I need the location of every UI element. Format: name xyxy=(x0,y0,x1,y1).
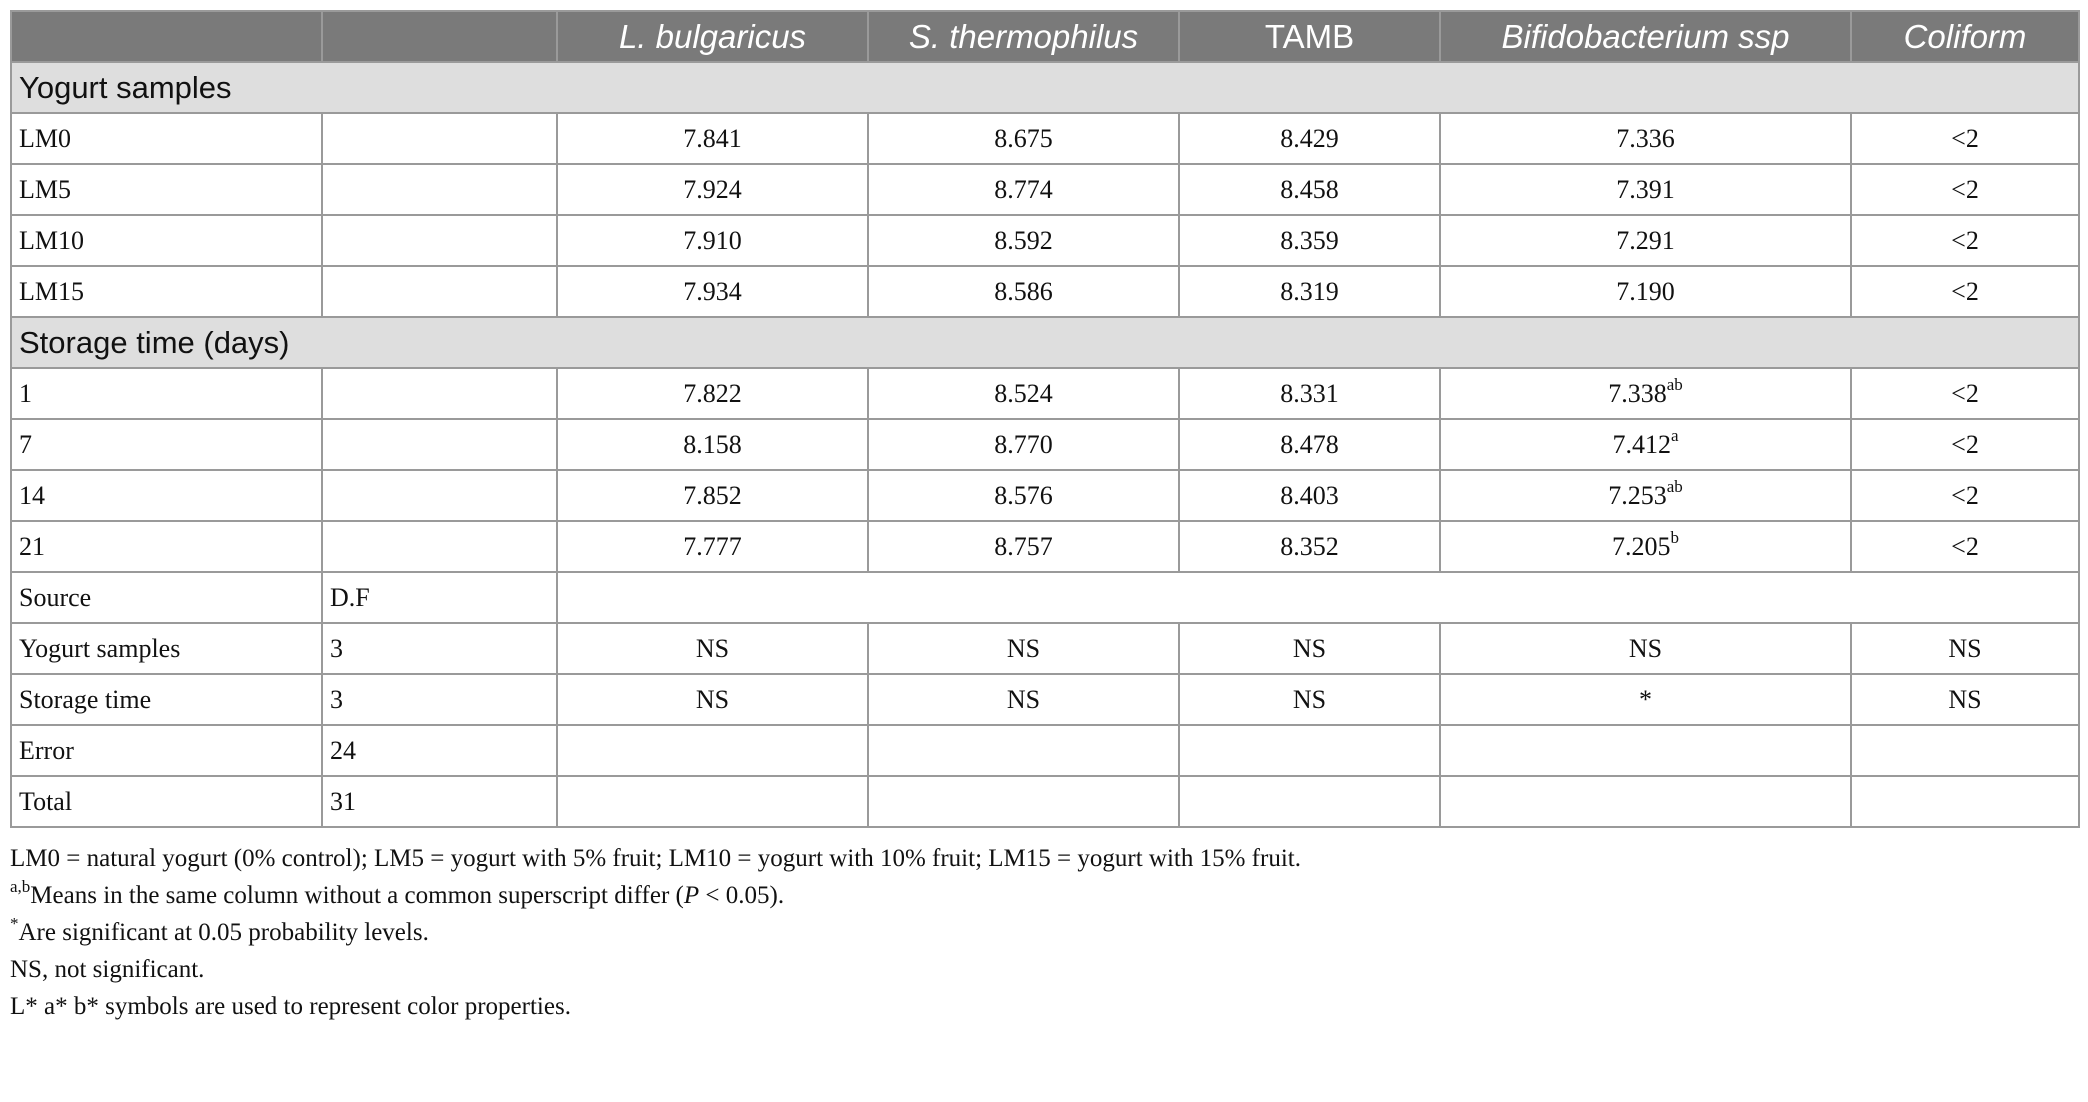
coliform-cell: <2 xyxy=(1851,521,2079,572)
footnote-2-p: P xyxy=(683,882,700,909)
header-l-bulgaricus: L. bulgaricus xyxy=(557,11,868,62)
df-cell xyxy=(322,470,557,521)
footnote-2-superscript: a,b xyxy=(10,876,31,896)
table-row xyxy=(11,470,2079,521)
table-row xyxy=(11,521,2079,572)
lb-cell: 7.852 xyxy=(557,470,868,521)
bif-cell xyxy=(1440,419,1851,470)
footnote-3-superscript: * xyxy=(10,913,19,933)
bif-cell xyxy=(1440,776,1851,827)
tamb-cell: 8.429 xyxy=(1179,113,1440,164)
section-label: Storage time (days) xyxy=(11,317,2079,368)
results-table xyxy=(10,10,2080,828)
st-cell xyxy=(868,725,1179,776)
row-label: LM0 xyxy=(11,113,322,164)
superscript: ab xyxy=(1666,374,1683,394)
bif-cell: 7.291 xyxy=(1440,215,1851,266)
tamb-cell: 8.352 xyxy=(1179,521,1440,572)
coliform-cell: NS xyxy=(1851,623,2079,674)
header-blank-cell xyxy=(322,11,557,62)
header-coliform: Coliform xyxy=(1851,11,2079,62)
bif-cell: * xyxy=(1440,674,1851,725)
table-row xyxy=(11,623,2079,674)
tamb-cell xyxy=(1179,776,1440,827)
superscript: ab xyxy=(1666,476,1683,496)
df-cell: 3 xyxy=(322,623,557,674)
header-row xyxy=(11,11,2079,62)
table-row xyxy=(11,419,2079,470)
tamb-cell: 8.331 xyxy=(1179,368,1440,419)
row-label: 21 xyxy=(11,521,322,572)
tamb-cell: NS xyxy=(1179,623,1440,674)
bif-cell xyxy=(1440,725,1851,776)
coliform-cell xyxy=(1851,725,2079,776)
coliform-cell: <2 xyxy=(1851,113,2079,164)
footnote-5: L* a* b* symbols are used to represent color properties. xyxy=(10,993,571,1020)
df-label: D.F xyxy=(322,572,557,623)
st-cell: 8.675 xyxy=(868,113,1179,164)
lb-cell: 7.777 xyxy=(557,521,868,572)
table-wrapper xyxy=(10,10,2078,1025)
table-row xyxy=(11,215,2079,266)
table-footnotes xyxy=(10,840,2078,1025)
st-cell: 8.586 xyxy=(868,266,1179,317)
df-cell xyxy=(322,164,557,215)
st-cell: 8.770 xyxy=(868,419,1179,470)
coliform-cell: <2 xyxy=(1851,164,2079,215)
lb-cell: 7.924 xyxy=(557,164,868,215)
bif-value: 7.412 xyxy=(1612,429,1671,459)
header-blank-cell xyxy=(11,11,322,62)
table-row xyxy=(11,113,2079,164)
df-cell xyxy=(322,368,557,419)
footnote-2-text-b: < 0.05). xyxy=(699,882,785,909)
footnote-4: NS, not significant. xyxy=(10,956,205,983)
row-label: 7 xyxy=(11,419,322,470)
st-cell: 8.757 xyxy=(868,521,1179,572)
tamb-cell: 8.359 xyxy=(1179,215,1440,266)
tamb-cell: 8.458 xyxy=(1179,164,1440,215)
footnote-2 xyxy=(10,877,2078,914)
st-cell: 8.524 xyxy=(868,368,1179,419)
df-cell: 31 xyxy=(322,776,557,827)
st-cell: 8.774 xyxy=(868,164,1179,215)
bif-cell xyxy=(1440,521,1851,572)
row-label: LM5 xyxy=(11,164,322,215)
lb-cell: 7.934 xyxy=(557,266,868,317)
df-cell xyxy=(322,113,557,164)
coliform-cell: <2 xyxy=(1851,470,2079,521)
bif-cell xyxy=(1440,368,1851,419)
table-row xyxy=(11,674,2079,725)
coliform-cell: <2 xyxy=(1851,368,2079,419)
lb-cell: 7.822 xyxy=(557,368,868,419)
table-row xyxy=(11,368,2079,419)
footnote-3-text: Are significant at 0.05 probability levels. xyxy=(18,919,429,946)
row-label: Yogurt samples xyxy=(11,623,322,674)
coliform-cell: <2 xyxy=(1851,266,2079,317)
lb-cell xyxy=(557,776,868,827)
st-cell: 8.592 xyxy=(868,215,1179,266)
row-label: LM15 xyxy=(11,266,322,317)
lb-cell: 7.841 xyxy=(557,113,868,164)
header-s-thermophilus: S. thermophilus xyxy=(868,11,1179,62)
lb-cell: NS xyxy=(557,674,868,725)
source-label: Source xyxy=(11,572,322,623)
st-cell: 8.576 xyxy=(868,470,1179,521)
df-cell xyxy=(322,419,557,470)
bif-cell: NS xyxy=(1440,623,1851,674)
bif-cell xyxy=(1440,470,1851,521)
df-cell xyxy=(322,215,557,266)
table-row xyxy=(11,266,2079,317)
tamb-cell: NS xyxy=(1179,674,1440,725)
row-label: Total xyxy=(11,776,322,827)
table-row xyxy=(11,776,2079,827)
st-cell: NS xyxy=(868,674,1179,725)
bif-cell: 7.391 xyxy=(1440,164,1851,215)
lb-cell: 8.158 xyxy=(557,419,868,470)
lb-cell: NS xyxy=(557,623,868,674)
tamb-cell xyxy=(1179,725,1440,776)
footnote-1: LM0 = natural yogurt (0% control); LM5 = yogurt with 5% fruit; LM10 = yogurt with 10% fruit; LM15 = yogurt with 15% fruit. xyxy=(10,845,1301,872)
df-cell: 24 xyxy=(322,725,557,776)
row-label: Storage time xyxy=(11,674,322,725)
table-row xyxy=(11,164,2079,215)
bif-value: 7.338 xyxy=(1608,378,1667,408)
superscript: a xyxy=(1670,425,1679,445)
df-cell xyxy=(322,521,557,572)
header-tamb: TAMB xyxy=(1179,11,1440,62)
bif-value: 7.253 xyxy=(1608,480,1667,510)
bif-cell: 7.190 xyxy=(1440,266,1851,317)
row-label: Error xyxy=(11,725,322,776)
coliform-cell xyxy=(1851,776,2079,827)
coliform-cell: NS xyxy=(1851,674,2079,725)
superscript: b xyxy=(1670,527,1679,547)
tamb-cell: 8.478 xyxy=(1179,419,1440,470)
footnote-2-text-a: Means in the same column without a common superscript differ ( xyxy=(30,882,684,909)
tamb-cell: 8.319 xyxy=(1179,266,1440,317)
st-cell: NS xyxy=(868,623,1179,674)
header-bifidobacterium: Bifidobacterium ssp xyxy=(1440,11,1851,62)
section-label: Yogurt samples xyxy=(11,62,2079,113)
section-row-storage-time xyxy=(11,317,2079,368)
bif-value: 7.205 xyxy=(1612,531,1671,561)
coliform-cell: <2 xyxy=(1851,215,2079,266)
row-label: 14 xyxy=(11,470,322,521)
df-cell: 3 xyxy=(322,674,557,725)
anova-header-row xyxy=(11,572,2079,623)
row-label: LM10 xyxy=(11,215,322,266)
st-cell xyxy=(868,776,1179,827)
row-label: 1 xyxy=(11,368,322,419)
footnote-3 xyxy=(10,914,2078,951)
lb-cell xyxy=(557,725,868,776)
lb-cell: 7.910 xyxy=(557,215,868,266)
df-cell xyxy=(322,266,557,317)
coliform-cell: <2 xyxy=(1851,419,2079,470)
anova-header-blank xyxy=(557,572,2079,623)
section-row-yogurt-samples xyxy=(11,62,2079,113)
table-row xyxy=(11,725,2079,776)
bif-cell: 7.336 xyxy=(1440,113,1851,164)
tamb-cell: 8.403 xyxy=(1179,470,1440,521)
